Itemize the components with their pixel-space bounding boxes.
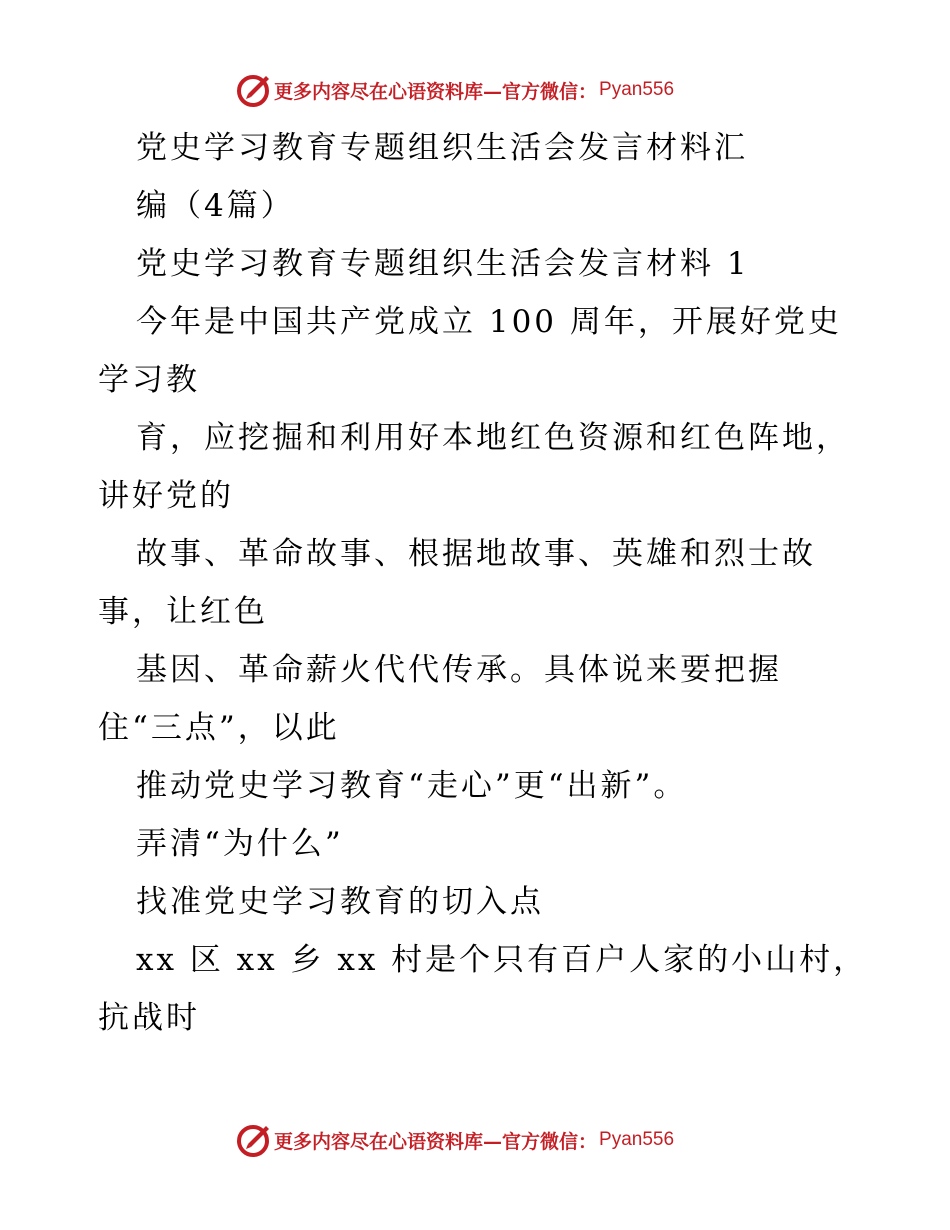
body-line: 故事、革命故事、根据地故事、英雄和烈士故 xyxy=(136,536,816,572)
body-line: xx 区 xx 乡 xx 村是个只有百户人家的小山村， xyxy=(136,942,868,978)
body-line: 基因、革命薪火代代传承。具体说来要把握 xyxy=(136,652,782,688)
section-heading: 党史学习教育专题组织生活会发言材料 1 xyxy=(136,246,750,282)
watermark-text: 更多内容尽在心语资料库—官方微信： xyxy=(274,80,598,103)
watermark-footer xyxy=(236,1122,674,1158)
title-line-2: 编（4篇） xyxy=(136,188,295,224)
subheading-line: 找准党史学习教育的切入点 xyxy=(136,884,544,920)
body-line: 事，让红色 xyxy=(98,594,268,630)
watermark-text: 更多内容尽在心语资料库—官方微信： xyxy=(274,1130,598,1153)
body-line: 今年是中国共产党成立 100 周年，开展好党史 xyxy=(136,304,842,340)
body-line: 推动党史学习教育“走心”更“出新”。 xyxy=(136,768,688,804)
subheading-line: 弄清“为什么” xyxy=(136,826,344,862)
body-line: 育，应挖掘和利用好本地红色资源和红色阵地， xyxy=(136,420,850,456)
watermark-contact: Pyan556 xyxy=(599,1129,675,1150)
body-line: 住“三点”，以此 xyxy=(98,710,340,746)
body-line: 讲好党的 xyxy=(98,478,234,514)
title-line-1: 党史学习教育专题组织生活会发言材料汇 xyxy=(136,130,748,166)
body-line: 抗战时 xyxy=(98,1000,200,1036)
watermark-contact: Pyan556 xyxy=(599,79,675,100)
pen-logo-icon xyxy=(236,1122,272,1158)
body-line: 学习教 xyxy=(98,362,200,398)
